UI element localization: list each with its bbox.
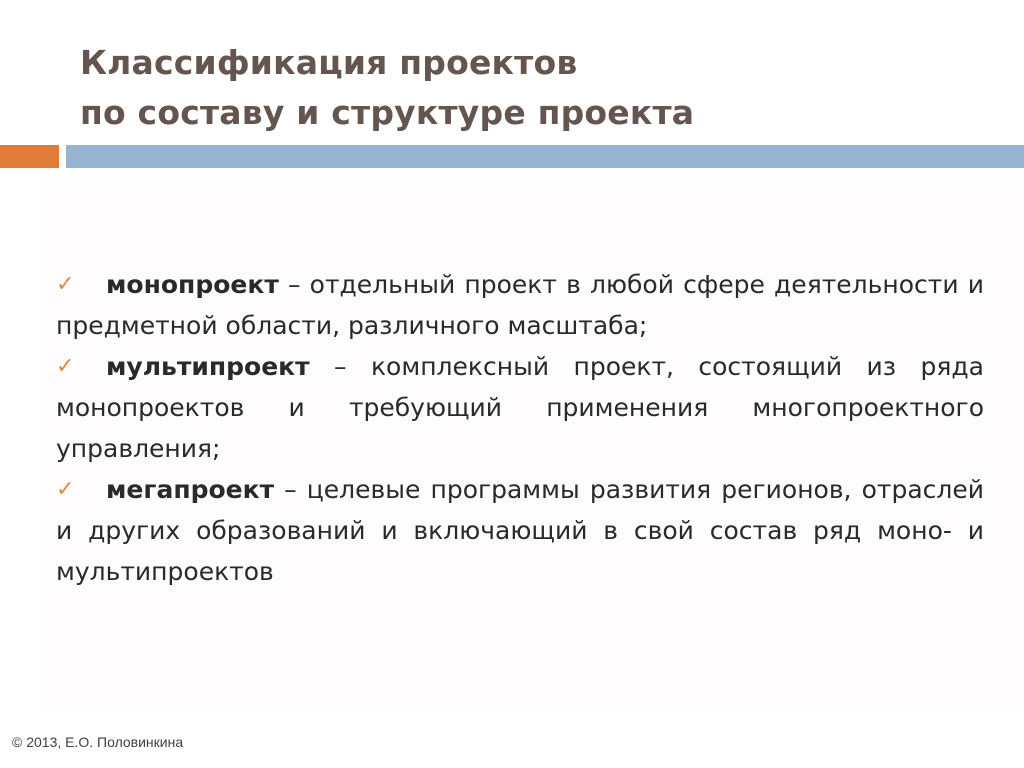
slide-title — [80, 38, 980, 138]
title-line-1: Классификация проектов — [80, 43, 578, 82]
accent-bar-blue — [66, 145, 1024, 168]
copyright-footer: © 2013, Е.О. Половинкина — [12, 734, 184, 750]
bullet-list — [56, 264, 984, 592]
bullet-text: – отдельный проект в любой сфере деятельности и предметной области, различного масштаба; — [56, 270, 984, 340]
check-icon: ✓ — [56, 354, 75, 379]
bullet-item-megaproject — [56, 469, 984, 592]
title-line-2: по составу и структуре проекта — [80, 93, 695, 132]
bullet-item-multiproject — [56, 346, 984, 469]
bullet-term: мегапроект — [106, 475, 275, 504]
check-icon: ✓ — [56, 272, 75, 297]
bullet-text: – комплексный проект, состоящий из ряда монопроектов и требующий применения многопроектного управления; — [56, 352, 984, 463]
accent-bar-orange — [0, 145, 59, 168]
bullet-term: монопроект — [106, 270, 279, 299]
check-icon: ✓ — [56, 477, 75, 502]
bullet-item-monoproject — [56, 264, 984, 346]
bullet-text: – целевые программы развития регионов, отраслей и других образований и включающий в свой состав ряд моно- и мультипроектов — [56, 475, 984, 586]
bullet-term: мультипроект — [106, 352, 310, 381]
